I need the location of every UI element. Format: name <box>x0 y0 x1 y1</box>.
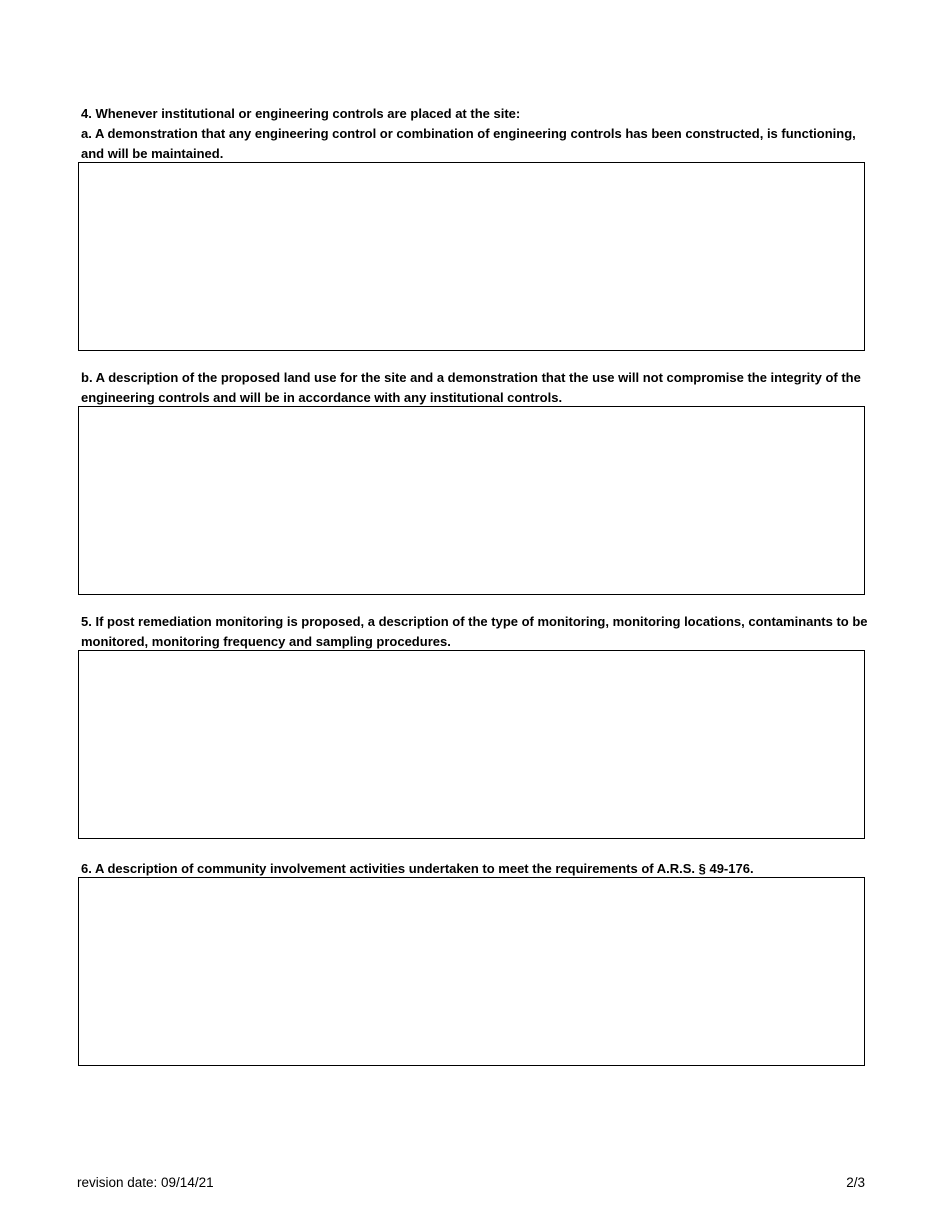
section-4a-response-field[interactable] <box>78 162 865 351</box>
section-4-heading: 4. Whenever institutional or engineering controls are placed at the site: <box>81 106 521 121</box>
section-6-label: 6. A description of community involvement activities undertaken to meet the requirements of A.R.S. § 49-176. <box>81 861 754 876</box>
section-4a-label: a. A demonstration that any engineering control or combination of engineering controls has been constructed, is functioning, and will be maintained. <box>81 126 856 161</box>
section-5-label: 5. If post remediation monitoring is proposed, a description of the type of monitoring, monitoring locations, contaminants to be monitored, monitoring frequency and sampling procedures. <box>81 614 868 649</box>
revision-date: revision date: 09/14/21 <box>77 1175 214 1190</box>
section-6-response-field[interactable] <box>78 877 865 1066</box>
section-4b-label: b. A description of the proposed land use for the site and a demonstration that the use will not compromise the integrity of the engineering controls and will be in accordance with any institutional controls. <box>81 370 861 405</box>
section-5-response-field[interactable] <box>78 650 865 839</box>
section-4b-response-field[interactable] <box>78 406 865 595</box>
page-number: 2/3 <box>846 1175 865 1190</box>
